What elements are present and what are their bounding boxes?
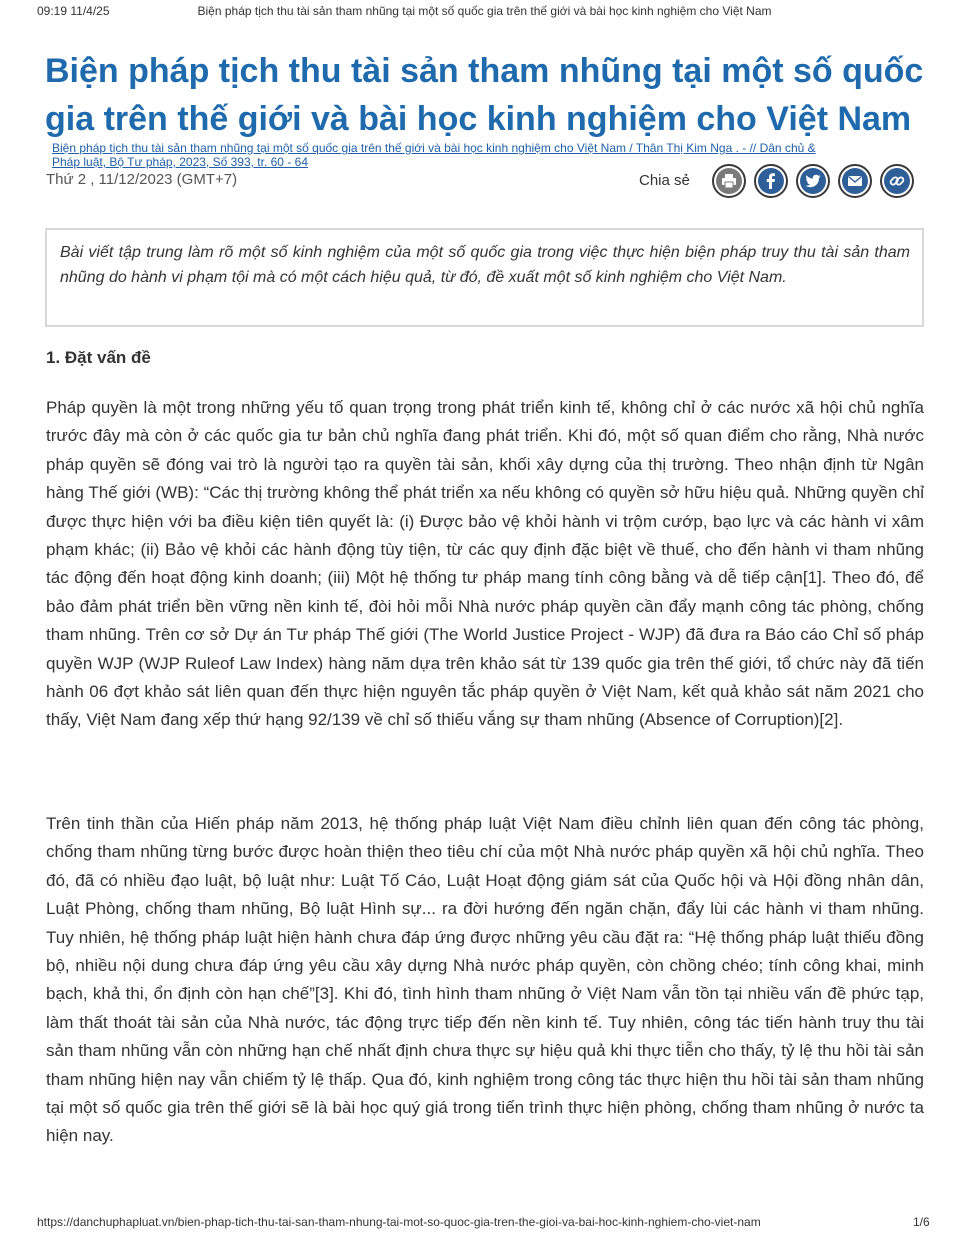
print-icon bbox=[720, 172, 738, 190]
twitter-icon bbox=[804, 172, 822, 190]
print-button[interactable] bbox=[712, 164, 746, 198]
page-number: 1/6 bbox=[913, 1215, 930, 1229]
facebook-share-button[interactable] bbox=[754, 164, 788, 198]
link-icon bbox=[888, 172, 906, 190]
facebook-icon bbox=[762, 172, 780, 190]
print-header bbox=[0, 0, 969, 20]
citation-line-1[interactable]: Biện pháp tịch thu tài sản tham nhũng tại một số quốc gia trên thế giới và bài học kinh nghiệm cho Việt Nam / Thân Thị Kim Nga . - // Dân chủ & bbox=[52, 141, 816, 155]
twitter-share-button[interactable] bbox=[796, 164, 830, 198]
copy-link-button[interactable] bbox=[880, 164, 914, 198]
citation-link[interactable] bbox=[52, 141, 967, 169]
page-url: https://danchuphapluat.vn/bien-phap-tich-thu-tai-san-tham-nhung-tai-mot-so-quoc-gia-tren-the-gioi-va-bai-hoc-kinh-nghiem-cho-viet-nam bbox=[37, 1215, 761, 1229]
section-heading: 1. Đặt vấn đề bbox=[46, 348, 151, 367]
email-icon bbox=[846, 172, 864, 190]
article-summary: Bài viết tập trung làm rõ một số kinh nghiệm của một số quốc gia trong việc thực hiện biện pháp truy thu tài sản tham nhũng do hành vi phạm tội mà có một cách hiệu quả, từ đó, đề xuất một số kinh nghiệm cho Việt Nam. bbox=[45, 228, 924, 327]
citation-line-2[interactable]: Pháp luật, Bộ Tư pháp, 2023, Số 393, tr. 60 - 64 bbox=[52, 155, 308, 169]
share-label: Chia sẻ bbox=[639, 172, 690, 189]
paragraph-2: Trên tinh thần của Hiến pháp năm 2013, hệ thống pháp luật Việt Nam điều chỉnh liên quan đến công tác phòng, chống tham nhũng từng bước được hoàn thiện theo tiêu chí của một Nhà nước pháp quyền xã hội chủ nghĩa. Theo đó, đã có nhiều đạo luật, bộ luật như: Luật Tố Cáo, Luật Hoạt động giám sát của Quốc hội và Hội đồng nhân dân, Luật Phòng, chống tham nhũng, Bộ luật Hình sự... ra đời hướng đến ngăn chặn, đẩy lùi các hành vi tham nhũng. Tuy nhiên, hệ thống pháp luật hiện hành chưa đáp ứng được những yêu cầu đặt ra: “Hệ thống pháp luật thiếu đồng bộ, nhiều nội dung chưa đáp ứng yêu cầu xây dựng Nhà nước pháp quyền, còn chồng chéo; tính công khai, minh bạch, khả thi, ổn định còn hạn chế”[3]. Khi đó, tình hình tham nhũng ở Việt Nam vẫn tồn tại nhiều vấn đề phức tạp, làm thất thoát tài sản của Nhà nước, tác động trực tiếp đến nền kinh tế. Tuy nhiên, công tác tiến hành truy thu tài sản tham nhũng vẫn còn những hạn chế nhất định chưa thực sự hiệu quả khi thực tiễn cho thấy, tỷ lệ thu hồi tài sản tham nhũng hiện nay vẫn chiếm tỷ lệ thấp. Qua đó, kinh nghiệm trong công tác thực hiện thu hồi tài sản tham nhũng tại một số quốc gia trên thế giới sẽ là bài học quý giá trong tiến trình thực hiện phòng, chống tham nhũng ở nước ta hiện nay. bbox=[46, 814, 924, 1146]
print-header-title: Biện pháp tịch thu tài sản tham nhũng tại một số quốc gia trên thế giới và bài học kinh nghiệm cho Việt Nam bbox=[197, 4, 772, 18]
publish-date: Thứ 2 , 11/12/2023 (GMT+7) bbox=[46, 171, 238, 188]
article-title: Biện pháp tịch thu tài sản tham nhũng tại một số quốc gia trên thế giới và bài học kinh nghiệm cho Việt Nam bbox=[45, 52, 924, 138]
print-timestamp: 09:19 11/4/25 bbox=[37, 4, 110, 18]
paragraph-1: Pháp quyền là một trong những yếu tố quan trọng trong phát triển kinh tế, không chỉ ở các nước xã hội chủ nghĩa trước đây mà còn ở các quốc gia tư bản chủ nghĩa đang phát triển. Khi đó, một số quan điểm cho rằng, Nhà nước pháp quyền sẽ đóng vai trò là người tạo ra quyền tài sản, khối xây dựng của thị trường. Theo nhận định từ Ngân hàng Thế giới (WB): “Các thị trường không thể phát triển xa nếu không có quyền sở hữu hiệu quả. Những quyền chỉ được thực hiện với ba điều kiện tiên quyết là: (i) Được bảo vệ khỏi hành vi trộm cướp, bạo lực và các hành vi xâm phạm khác; (ii) Bảo vệ khỏi các hành động tùy tiện, từ các quy định đặc biệt về thuế, cho đến hành vi tham nhũng tác động đến hoạt động kinh doanh; (iii) Một hệ thống tư pháp mang tính công bằng và dễ tiếp cận[1]. Theo đó, để bảo đảm phát triển bền vững nền kinh tế, đòi hỏi mỗi Nhà nước pháp quyền cần đẩy mạnh công tác phòng, chống tham nhũng. Trên cơ sở Dự án Tư pháp Thế giới (The World Justice Project - WJP) đã đưa ra Báo cáo Chỉ số pháp quyền WJP (WJP Ruleof Law Index) hàng năm dựa trên khảo sát từ 139 quốc gia trên thế giới, tổ chức này đã tiến hành 06 đợt khảo sát liên quan đến thực hiện nguyên tắc pháp quyền ở Việt Nam, kết quả khảo sát năm 2021 cho thấy, Việt Nam đang xếp thứ hạng 92/139 về chỉ số thiếu vắng sự tham nhũng (Absence of Corruption)[2]. bbox=[46, 398, 924, 730]
email-share-button[interactable] bbox=[838, 164, 872, 198]
